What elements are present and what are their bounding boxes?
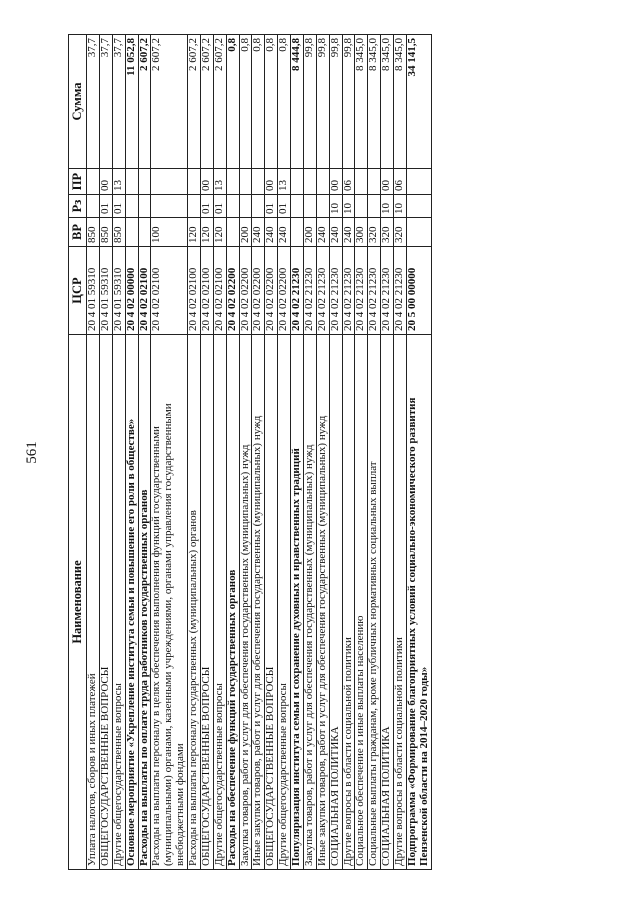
cell-name: Социальное обеспечение и иные выплаты населению (355, 335, 368, 870)
cell-csr: 20 4 01 59310 (99, 247, 112, 335)
cell-rz (226, 195, 239, 218)
cell-vr (125, 218, 138, 247)
table-row (406, 35, 431, 870)
cell-pr: 13 (112, 169, 125, 195)
cell-rz (355, 195, 368, 218)
cell-vr: 240 (265, 218, 278, 247)
cell-pr (303, 169, 316, 195)
cell-csr: 20 4 02 21230 (355, 247, 368, 335)
cell-rz (138, 195, 151, 218)
cell-name: Другие вопросы в области социальной политики (394, 335, 407, 870)
cell-csr: 20 4 02 21230 (316, 247, 329, 335)
cell-name: Социальные выплаты гражданам, кроме публичных нормативных социальных выплат (368, 335, 381, 870)
cell-sum: 2 607,2 (200, 35, 213, 169)
table-row (329, 35, 342, 870)
cell-sum: 8 345,0 (381, 35, 394, 169)
table-row (125, 35, 138, 870)
table-row (138, 35, 151, 870)
cell-rz (125, 195, 138, 218)
cell-csr: 20 4 02 02100 (188, 247, 201, 335)
cell-sum: 8 444,8 (291, 35, 304, 169)
cell-csr: 20 4 02 02100 (200, 247, 213, 335)
cell-name: Иные закупки товаров, работ и услуг для обеспечения государственных (муниципальных) нужд (316, 335, 329, 870)
cell-csr: 20 5 00 00000 (406, 247, 431, 335)
cell-csr: 20 4 02 02200 (226, 247, 239, 335)
table-row (278, 35, 291, 870)
cell-pr (368, 169, 381, 195)
cell-pr: 13 (213, 169, 226, 195)
cell-sum: 0,8 (265, 35, 278, 169)
cell-pr (406, 169, 431, 195)
cell-name: Популяризация института семьи и сохранение духовных и нравственных традиций (291, 335, 304, 870)
cell-csr: 20 4 02 21230 (368, 247, 381, 335)
cell-csr: 20 4 02 21230 (329, 247, 342, 335)
cell-vr: 100 (151, 218, 188, 247)
cell-name: СОЦИАЛЬНАЯ ПОЛИТИКА (329, 335, 342, 870)
cell-vr: 320 (381, 218, 394, 247)
cell-csr: 20 4 02 02200 (265, 247, 278, 335)
cell-rz (239, 195, 252, 218)
table-row (226, 35, 239, 870)
cell-sum: 0,8 (226, 35, 239, 169)
cell-name: ОБЩЕГОСУДАРСТВЕННЫЕ ВОПРОСЫ (200, 335, 213, 870)
cell-name: Расходы на выплаты по оплате труда работников государственных органов (138, 335, 151, 870)
table-row (355, 35, 368, 870)
cell-name: Расходы на выплаты персоналу государственных (муниципальных) органов (188, 335, 201, 870)
cell-sum: 2 607,2 (188, 35, 201, 169)
table-row (394, 35, 407, 870)
column-header-name: Наименование (69, 335, 87, 870)
column-header-csr: ЦСР (69, 247, 87, 335)
cell-rz (316, 195, 329, 218)
cell-pr: 00 (265, 169, 278, 195)
cell-vr: 240 (342, 218, 355, 247)
cell-name: Расходы на выплаты персоналу в целях обеспечения выполнения функций государственными (муниципальными) органами, казенными учреждениями, органами управления государственными внебюджетными фондами (151, 335, 188, 870)
cell-vr: 850 (112, 218, 125, 247)
cell-rz: 10 (329, 195, 342, 218)
cell-name: Другие общегосударственные вопросы (112, 335, 125, 870)
column-header-vr: ВР (69, 218, 87, 247)
table-row (213, 35, 226, 870)
cell-rz: 01 (265, 195, 278, 218)
table-header-row (69, 35, 87, 870)
cell-csr: 20 4 02 21230 (303, 247, 316, 335)
cell-pr (188, 169, 201, 195)
cell-sum: 8 345,0 (355, 35, 368, 169)
cell-name: СОЦИАЛЬНАЯ ПОЛИТИКА (381, 335, 394, 870)
cell-sum: 99,8 (316, 35, 329, 169)
cell-vr: 200 (303, 218, 316, 247)
cell-pr (316, 169, 329, 195)
cell-rz (291, 195, 304, 218)
cell-vr: 120 (188, 218, 201, 247)
cell-csr: 20 4 02 02200 (239, 247, 252, 335)
cell-csr: 20 4 02 02100 (138, 247, 151, 335)
cell-vr: 240 (316, 218, 329, 247)
cell-csr: 20 4 02 21230 (342, 247, 355, 335)
cell-pr (138, 169, 151, 195)
cell-vr: 320 (368, 218, 381, 247)
cell-pr: 00 (99, 169, 112, 195)
cell-rz (87, 195, 100, 218)
cell-sum: 37,7 (99, 35, 112, 169)
table-row (151, 35, 188, 870)
table-row (291, 35, 304, 870)
cell-rz: 01 (200, 195, 213, 218)
cell-rz (252, 195, 265, 218)
table-row (239, 35, 252, 870)
cell-name: Иные закупки товаров, работ и услуг для обеспечения государственных (муниципальных) нужд (252, 335, 265, 870)
cell-csr: 20 4 02 02100 (151, 247, 188, 335)
cell-sum: 11 052,8 (125, 35, 138, 169)
cell-sum: 8 345,0 (394, 35, 407, 169)
cell-pr (239, 169, 252, 195)
cell-pr (151, 169, 188, 195)
cell-pr: 00 (329, 169, 342, 195)
cell-name: Закупка товаров, работ и услуг для обеспечения государственных (муниципальных) нужд (239, 335, 252, 870)
cell-csr: 20 4 02 02100 (213, 247, 226, 335)
table-row (200, 35, 213, 870)
cell-sum: 34 141,5 (406, 35, 431, 169)
cell-rz: 10 (342, 195, 355, 218)
cell-sum: 2 607,2 (138, 35, 151, 169)
cell-pr: 00 (381, 169, 394, 195)
cell-rz (188, 195, 201, 218)
cell-sum: 2 607,2 (151, 35, 188, 169)
cell-pr (226, 169, 239, 195)
cell-csr: 20 4 02 00000 (125, 247, 138, 335)
cell-rz: 10 (394, 195, 407, 218)
cell-csr: 20 4 02 21230 (394, 247, 407, 335)
cell-rz (406, 195, 431, 218)
table-row (252, 35, 265, 870)
cell-sum: 0,8 (278, 35, 291, 169)
cell-rz (303, 195, 316, 218)
cell-csr: 20 4 02 21230 (381, 247, 394, 335)
cell-pr (355, 169, 368, 195)
cell-csr: 20 4 02 02200 (278, 247, 291, 335)
cell-csr: 20 4 02 21230 (291, 247, 304, 335)
cell-name: Другие вопросы в области социальной политики (342, 335, 355, 870)
cell-name: Основное мероприятие «Укрепление института семьи и повышение его роли в обществе» (125, 335, 138, 870)
table-row (303, 35, 316, 870)
cell-name: Закупка товаров, работ и услуг для обеспечения государственных (муниципальных) нужд (303, 335, 316, 870)
cell-vr: 120 (213, 218, 226, 247)
table-row (87, 35, 100, 870)
cell-sum: 0,8 (239, 35, 252, 169)
cell-vr (226, 218, 239, 247)
budget-table (68, 34, 432, 870)
cell-vr: 850 (87, 218, 100, 247)
cell-vr: 240 (329, 218, 342, 247)
cell-vr (291, 218, 304, 247)
cell-name: Расходы на обеспечение функций государственных органов (226, 335, 239, 870)
cell-rz: 01 (99, 195, 112, 218)
table-row (99, 35, 112, 870)
cell-sum: 99,8 (342, 35, 355, 169)
cell-sum: 0,8 (252, 35, 265, 169)
cell-pr: 06 (342, 169, 355, 195)
cell-csr: 20 4 02 02200 (252, 247, 265, 335)
cell-pr (125, 169, 138, 195)
cell-name: ОБЩЕГОСУДАРСТВЕННЫЕ ВОПРОСЫ (99, 335, 112, 870)
table-row (342, 35, 355, 870)
cell-rz: 10 (381, 195, 394, 218)
cell-rz: 01 (112, 195, 125, 218)
column-header-sum: Сумма (69, 35, 87, 169)
table-row (316, 35, 329, 870)
cell-name: Другие общегосударственные вопросы (278, 335, 291, 870)
cell-rz (151, 195, 188, 218)
cell-sum: 99,8 (303, 35, 316, 169)
cell-rz (368, 195, 381, 218)
cell-pr: 00 (200, 169, 213, 195)
cell-name: Уплата налогов, сборов и иных платежей (87, 335, 100, 870)
cell-sum: 37,7 (112, 35, 125, 169)
cell-pr (252, 169, 265, 195)
cell-vr (138, 218, 151, 247)
cell-vr: 240 (252, 218, 265, 247)
page-number: 561 (24, 441, 40, 464)
cell-rz: 01 (278, 195, 291, 218)
cell-name: Другие общегосударственные вопросы (213, 335, 226, 870)
cell-rz: 01 (213, 195, 226, 218)
cell-vr: 300 (355, 218, 368, 247)
cell-pr (87, 169, 100, 195)
cell-name: ОБЩЕГОСУДАРСТВЕННЫЕ ВОПРОСЫ (265, 335, 278, 870)
cell-pr: 06 (394, 169, 407, 195)
cell-vr: 120 (200, 218, 213, 247)
cell-pr: 13 (278, 169, 291, 195)
table-row (188, 35, 201, 870)
cell-vr (406, 218, 431, 247)
cell-sum: 2 607,2 (213, 35, 226, 169)
table-row (381, 35, 394, 870)
cell-pr (291, 169, 304, 195)
cell-vr: 850 (99, 218, 112, 247)
table-row (265, 35, 278, 870)
cell-vr: 240 (278, 218, 291, 247)
table-row (368, 35, 381, 870)
cell-sum: 99,8 (329, 35, 342, 169)
column-header-pr: ПР (69, 169, 87, 195)
column-header-rz: Рз (69, 195, 87, 218)
table-row (112, 35, 125, 870)
table-body (87, 35, 432, 870)
cell-sum: 8 345,0 (368, 35, 381, 169)
cell-name: Подпрограмма «Формирование благоприятных условий социально-экономического развития Пензенской области на 2014–2020 годы» (406, 335, 431, 870)
cell-sum: 37,7 (87, 35, 100, 169)
cell-csr: 20 4 01 59310 (112, 247, 125, 335)
cell-csr: 20 4 01 59310 (87, 247, 100, 335)
cell-vr: 200 (239, 218, 252, 247)
cell-vr: 320 (394, 218, 407, 247)
